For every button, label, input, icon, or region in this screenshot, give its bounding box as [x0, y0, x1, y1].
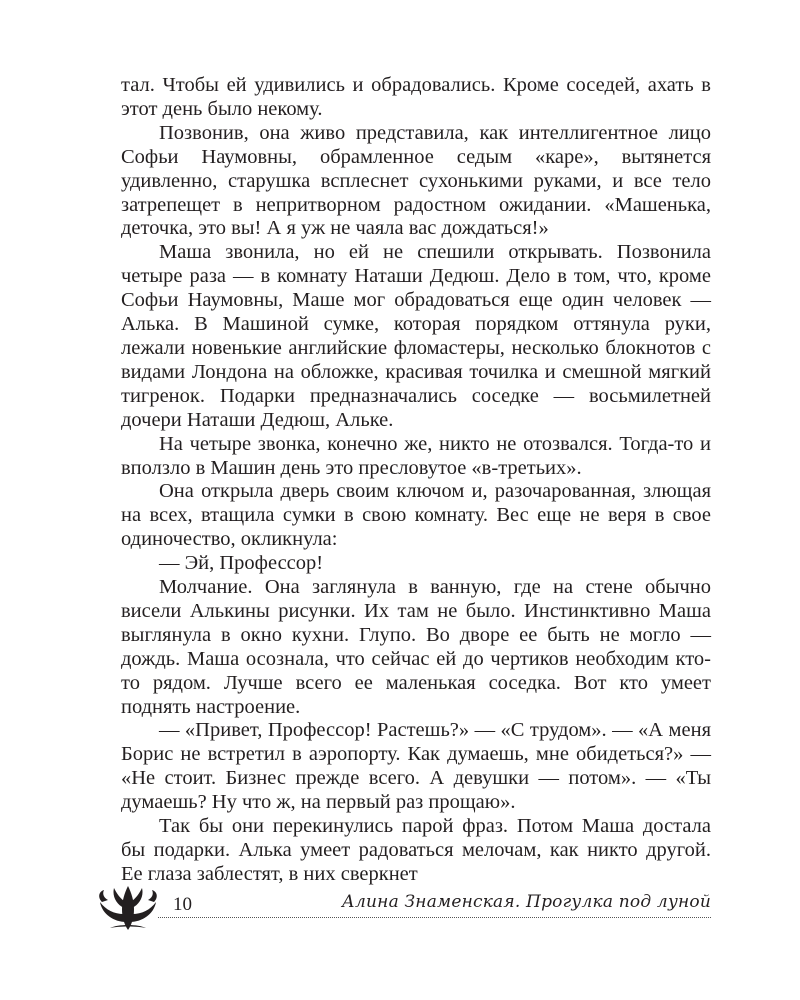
running-title: Алина Знаменская. Прогулка под луной: [341, 892, 711, 912]
paragraph: Молчание. Она заглянула в ванную, где на стене обычно висели Алькины рисунки. Их там не было. Инстинктивно Маша выглянула в окно кухни. Глупо. Во дворе ее быть не могло — дождь. Маша осознала, что сейчас ей до чертиков необходим кто-то рядом. Лучше всего ее маленькая соседка. Вот кто умеет поднять настроение.: [121, 576, 711, 718]
paragraph: Она открыла дверь своим ключом и, разочарованная, злющая на всех, втащила сумки в свою комнату. Вес еще не веря в свое одиночество, окликнула:: [121, 480, 711, 551]
page-footer: [96, 878, 711, 934]
paragraph: тал. Чтобы ей удивились и обрадовались. Кроме соседей, ахать в этот день было некому.: [121, 74, 711, 120]
footer-dotted-rule: [158, 917, 711, 918]
paragraph: — Эй, Профессор!: [159, 552, 324, 575]
paragraph: — «Привет, Профессор! Растешь?» — «С трудом». — «А меня Борис не встретил в аэропорту. Как думаешь, мне обидеться?» — «Не стоит. Бизнес прежде всего. А девушки — потом». — «Ты думаешь? Ну что ж, на первый раз прощаю».: [121, 719, 711, 814]
paragraph: Маша звонила, но ей не спешили открывать. Позвонила четыре раза — в комнату Наташи Дедюш. Дело в том, что, кроме Софьи Наумовны, Маше мог обрадоваться еще один человек — Алька. В Машиной сумке, которая порядком оттянула руки, лежали новенькие английские фломастеры, несколько блокнотов с видами Лондона на обложке, красивая точилка и смешной мягкий тигренок. Подарки предназначались соседке — восьмилетней дочери Наташи Дедюш, Альке.: [121, 241, 711, 431]
page-number: 10: [173, 894, 192, 915]
floral-ornament-icon: [96, 878, 160, 932]
paragraph: Так бы они перекинулись парой фраз. Потом Маша достала бы подарки. Алька умеет радоваться мелочам, как никто другой. Ее глаза заблестят, в них сверкнет: [121, 815, 711, 885]
body-text: [121, 74, 711, 887]
paragraph: Позвонив, она живо представила, как интеллигентное лицо Софьи Наумовны, обрамленное седым «каре», вытянется удивленно, старушка всплеснет сухонькими руками, и все тело затрепещет в непритворном радостном ожидании. «Машенька, деточка, это вы! А я уж не чаяла вас дождаться!»: [121, 121, 711, 240]
paragraph: На четыре звонка, конечно же, никто не отозвался. Тогда-то и вползло в Машин день это пресловутое «в-третьих».: [121, 432, 711, 479]
